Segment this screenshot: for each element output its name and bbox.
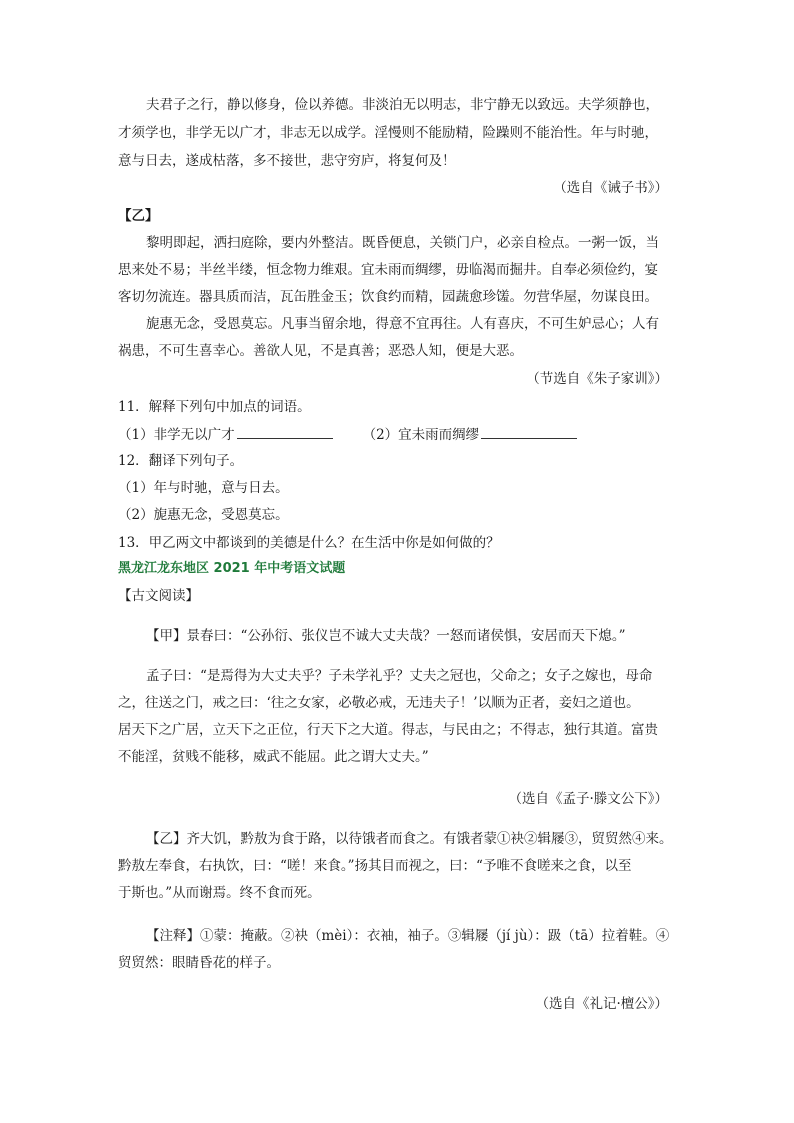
note-line-1: 【注释】①蒙：掩蔽。②袂（mèi）：衣袖，袖子。③辑屦（jí jù）：趿（tā）拉着鞋。④ [146,928,670,944]
question-12: 12．翻译下列句子。 [118,453,244,469]
mengzi-line-2: 之，往送之门，戒之曰：‘往之女家，必敬必戒，无违夫子！’以顺为正者，妾妇之道也。 [118,695,640,711]
passage1-source: （选自《诫子书》） [553,180,668,196]
passage2-line-5: 祸患，不可生喜幸心。善欲人见，不是真善；恶恐人知，便是大恶。 [118,343,523,359]
yi-line-2: 黔敖左奉食，右执饮，曰：“嗟！来食。”扬其目而视之，曰：“予唯不食嗟来之食，以至 [118,858,632,874]
jia-line: 【甲】景春曰：“公孙衍、张仪岂不诚大丈夫哉？一怒而诸侯惧，安居而天下熄。” [146,628,626,644]
answer-blank-11b[interactable] [481,424,577,439]
answer-blank-11a[interactable] [237,424,333,439]
question-11b: （2）宜未雨而绸缪 [362,427,480,443]
passage2-line-3: 客切勿流连。器具质而洁，瓦缶胜金玉；饮食约而精，园蔬愈珍馐。勿营华屋，勿谋良田。 [118,289,658,305]
passage2-line-4: 旎惠无念，受恩莫忘。凡事当留余地，得意不宜再往。人有喜庆，不可生妒忌心；人有 [146,316,659,332]
note-line-2: 贸贸然：眼睛昏花的样子。 [118,955,280,971]
liji-source: （选自《礼记·檀公》） [535,996,668,1012]
question-11a: （1）非学无以广才 [118,427,235,443]
question-11-items [118,424,678,445]
mengzi-source: （选自《孟子·滕文公下》） [508,791,668,807]
passage2-source: （节选自《朱子家训》） [526,371,668,387]
passage1-line-1: 夫君子之行，静以修身，俭以养德。非淡泊无以明志，非宁静无以致远。夫学须静也， [146,97,659,113]
passage2-label: 【乙】 [118,208,159,224]
mengzi-line-1: 孟子曰：“是焉得为大丈夫乎？子未学礼乎？丈夫之冠也，父命之；女子之嫁也，母命 [146,668,653,684]
yi-line-1: 【乙】齐大饥，黔敖为食于路，以待饿者而食之。有饿者蒙①袂②辑屦③，贸贸然④来。 [146,831,673,847]
question-12b: （2）旎惠无念，受恩莫忘。 [118,507,289,523]
passage2-line-1: 黎明即起，洒扫庭除，要内外整洁。既昏便息，关锁门户，必亲自检点。一粥一饭，当 [146,235,659,251]
passage1-line-3: 意与日去，遂成枯落，多不接世，悲守穷庐，将复何及！ [118,153,456,169]
yi-line-3: 于斯也。”从而谢焉。终不食而死。 [118,885,321,901]
section-heading: 黑龙江龙东地区 2021 年中考语文试题 [118,561,346,576]
question-13: 13．甲乙两文中都谈到的美德是什么？在生活中你是如何做的？ [118,535,500,551]
passage1-line-2: 才须学也，非学无以广才，非志无以成学。淫慢则不能励精，险躁则不能治性。年与时驰， [118,125,658,141]
question-12a: （1）年与时驰，意与日去。 [118,480,289,496]
mengzi-line-4: 不能淫，贫贱不能移，威武不能屈。此之谓大丈夫。” [118,749,429,765]
question-11: 11．解释下列句中加点的词语。 [118,399,311,415]
passage2-line-2: 思来处不易；半丝半缕，恒念物力维艰。宜未雨而绸缪，毋临渴而掘井。自奉必须俭约，宴 [118,262,658,278]
section-subheading: 【古文阅读】 [118,588,199,604]
mengzi-line-3: 居天下之广居，立天下之正位，行天下之大道。得志，与民由之；不得志，独行其道。富贵 [118,722,658,738]
